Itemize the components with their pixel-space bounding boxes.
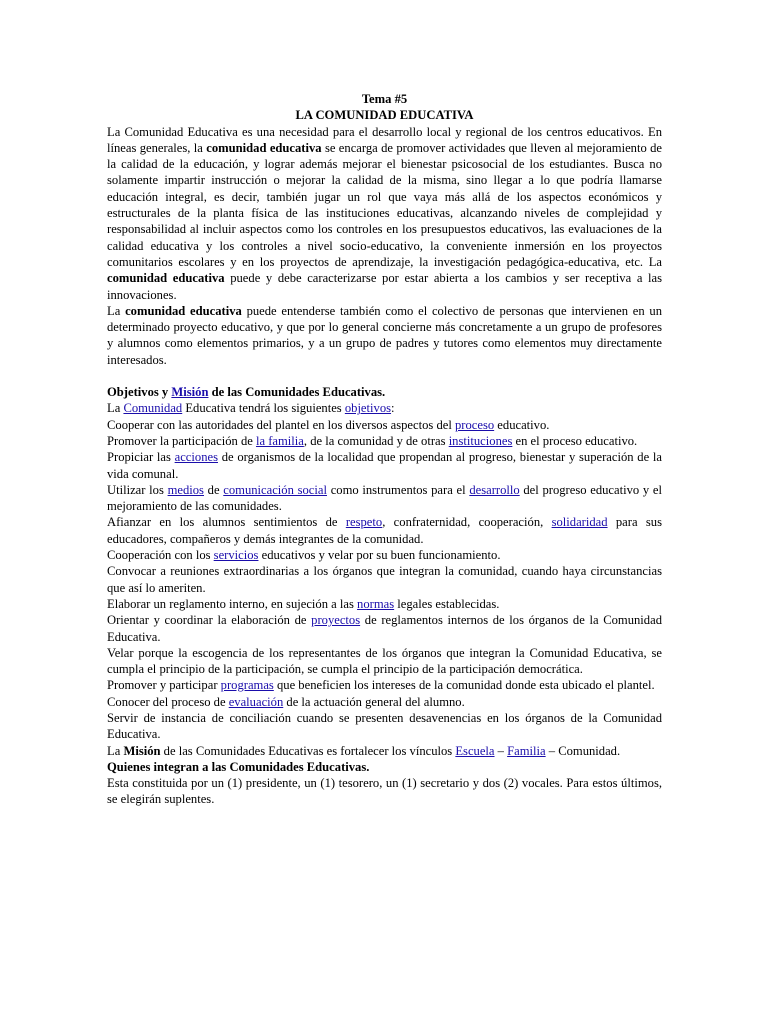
objetivo-item-11 (107, 677, 662, 693)
objetivo-item-12 (107, 694, 662, 710)
text-run: Educativa tendrá los siguientes (182, 401, 345, 416)
text-run: de las Comunidades Educativas. (208, 385, 386, 400)
text-run: de organismos de la localidad que propendan al progreso, bienestar y superación de la vida comunal. (107, 450, 663, 481)
text-run: , de la comunidad y de otras (303, 433, 449, 448)
text-run: Elaborar un reglamento interno, en sujeción a las (107, 596, 358, 611)
text-run: Conocer del proceso de (107, 694, 229, 709)
objetivo-item-13: Servir de instancia de conciliación cuando se presenten desavenencias en los órganos de la Comunidad Educativa. (107, 710, 662, 742)
objetivo-item-8 (107, 596, 662, 612)
bold-term: comunidad educativa (125, 303, 242, 318)
text-run: Utilizar los (107, 482, 168, 497)
text-run: legales establecidas. (394, 596, 500, 611)
objetivo-item-1 (107, 417, 662, 433)
tema-label: Tema #5 (361, 92, 408, 106)
la-familia-link[interactable]: la familia (255, 433, 304, 448)
text-run: para sus educadores, compañeros y demás integrantes de la comunidad. (107, 515, 662, 546)
medios-link[interactable]: medios (167, 482, 204, 497)
text-run: que beneficien los intereses de la comunidad donde esta ubicado el plantel. (273, 678, 655, 693)
text-run: puede y debe caracterizarse por estar abierta a los cambios y ser receptiva a las innovaciones. (107, 271, 663, 302)
instituciones-link[interactable]: instituciones (448, 433, 513, 448)
objetivo-item-3 (107, 449, 662, 482)
text-run: del progreso educativo y el mejoramiento de las comunidades. (107, 482, 662, 514)
mision-statement (107, 743, 662, 759)
text-run: – Comunidad. (545, 743, 621, 758)
servicios-link[interactable]: servicios (213, 548, 259, 563)
text-run: como instrumentos para el (326, 482, 470, 497)
text-run: de las Comunidades Educativas es fortalecer los vínculos (160, 743, 456, 758)
section-heading: Quienes integran a las Comunidades Educativas. (107, 759, 370, 774)
text-run: de reglamentos internos de los órganos de la Comunidad Educativa. (107, 613, 662, 644)
intro-paragraph-1 (107, 124, 662, 303)
text-run: Cooperación con los (107, 548, 214, 563)
bold-term: comunidad educativa (206, 140, 322, 155)
objetivo-item-4 (107, 482, 662, 515)
text-run: Promover y participar (107, 678, 221, 693)
objetivo-item-5 (107, 514, 662, 547)
text-run: – (494, 743, 508, 758)
text-run: : (391, 401, 395, 416)
text-run: Orientar y coordinar la elaboración de (107, 613, 312, 628)
text-run: puede entenderse también como el colectivo de personas que intervienen en un determinado proyecto educativo, y que por lo general concierne más concretamente a un grupo de profesores y alumnos como elementos primarios, y a un grupo de padres y tutores como elementos muy directamente interesados. (107, 303, 663, 367)
text-run: Propiciar las (107, 450, 175, 465)
bold-term: comunidad educativa (107, 271, 225, 286)
normas-link[interactable]: normas (357, 596, 395, 611)
objetivo-item-2 (107, 433, 662, 449)
mision-link[interactable]: Misión (171, 385, 209, 400)
text-run: en el proceso educativo. (512, 433, 638, 448)
text-run: La (107, 401, 124, 416)
respeto-link[interactable]: respeto (345, 515, 383, 530)
text-run: se encarga de promover actividades que lleven al mejoramiento de la calidad de la educación, y lograr además mejorar el bienestar psicosocial de los estudiantes. Busca no solamente impartir instrucción o mejorar la calidad de la misma, sino llegar a lo que podría llamarse educación integral, es decir, también jugar un rol que vaya más allá de los aspectos económicos y estructurales de la planta física de las instituciones educativas, alcanzando niveles de complejidad y responsabilidad al incluir aspectos como los controles en los presupuestos educativos, las evaluaciones de la calidad educativa y los controles a nivel socio-educativo, la conveniente inmersión en los proyectos comunitarios escolares y en los proyectos de aprendizaje, la investigación pedagógica-educativa, etc. La (107, 140, 663, 269)
desarrollo-link[interactable]: desarrollo (469, 482, 520, 497)
objetivos-heading (107, 384, 662, 400)
objetivos-link[interactable]: objetivos (344, 401, 392, 416)
solidaridad-link[interactable]: solidaridad (551, 515, 608, 530)
integran-heading (107, 759, 662, 775)
text-run: de (203, 482, 224, 497)
text-run: Promover la participación de (107, 433, 256, 448)
text-run: Objetivos y (107, 385, 172, 400)
text-run: educativos y velar por su buen funcionamiento. (258, 548, 501, 563)
text-run: La (107, 743, 124, 758)
objetivo-item-10: Velar porque la escogencia de los representantes de los órganos que integran la Comunidad Educativa, se cumpla el principio de la participación, se cumpla el principio de la participación democrática. (107, 645, 662, 677)
text-run: , confraternidad, cooperación, (382, 515, 552, 530)
text-run: Cooperar con las autoridades del plantel en los diversos aspectos del (107, 417, 455, 432)
objetivo-item-7: Convocar a reuniones extraordinarias a los órganos que integran la comunidad, cuando haya circunstancias que así lo ameriten. (107, 564, 662, 595)
objetivo-item-9 (107, 612, 662, 645)
text-run: educativo. (494, 417, 550, 432)
text-run: de la actuación general del alumno. (283, 694, 465, 709)
comunidad-link[interactable]: Comunidad (123, 401, 183, 416)
text-run: Afianzar en los alumnos sentimientos de (107, 515, 346, 530)
escuela-link[interactable]: Escuela (455, 743, 495, 758)
objetivos-intro (107, 400, 662, 416)
evaluacion-link[interactable]: evaluación (228, 694, 284, 709)
proyectos-link[interactable]: proyectos (311, 613, 361, 628)
intro-paragraph-2 (107, 303, 662, 368)
document-page (107, 91, 662, 808)
text-run: La (107, 303, 126, 318)
bold-term: Misión (123, 743, 161, 758)
familia-link[interactable]: Familia (507, 743, 546, 758)
objetivo-item-6 (107, 547, 662, 563)
proceso-link[interactable]: proceso (454, 417, 495, 432)
integran-text: Esta constituida por un (1) presidente, un (1) tesorero, un (1) secretario y dos (2) vocales. Para estos últimos, se elegirán suplentes. (107, 776, 662, 807)
text-run: La Comunidad Educativa es una necesidad para el desarrollo local y regional de los centros educativos. En líneas generales, la (107, 124, 662, 155)
acciones-link[interactable]: acciones (174, 450, 218, 465)
page-title: LA COMUNIDAD EDUCATIVA (295, 108, 474, 123)
programas-link[interactable]: programas (220, 678, 274, 693)
comunicacion-social-link[interactable]: comunicación social (223, 482, 327, 497)
